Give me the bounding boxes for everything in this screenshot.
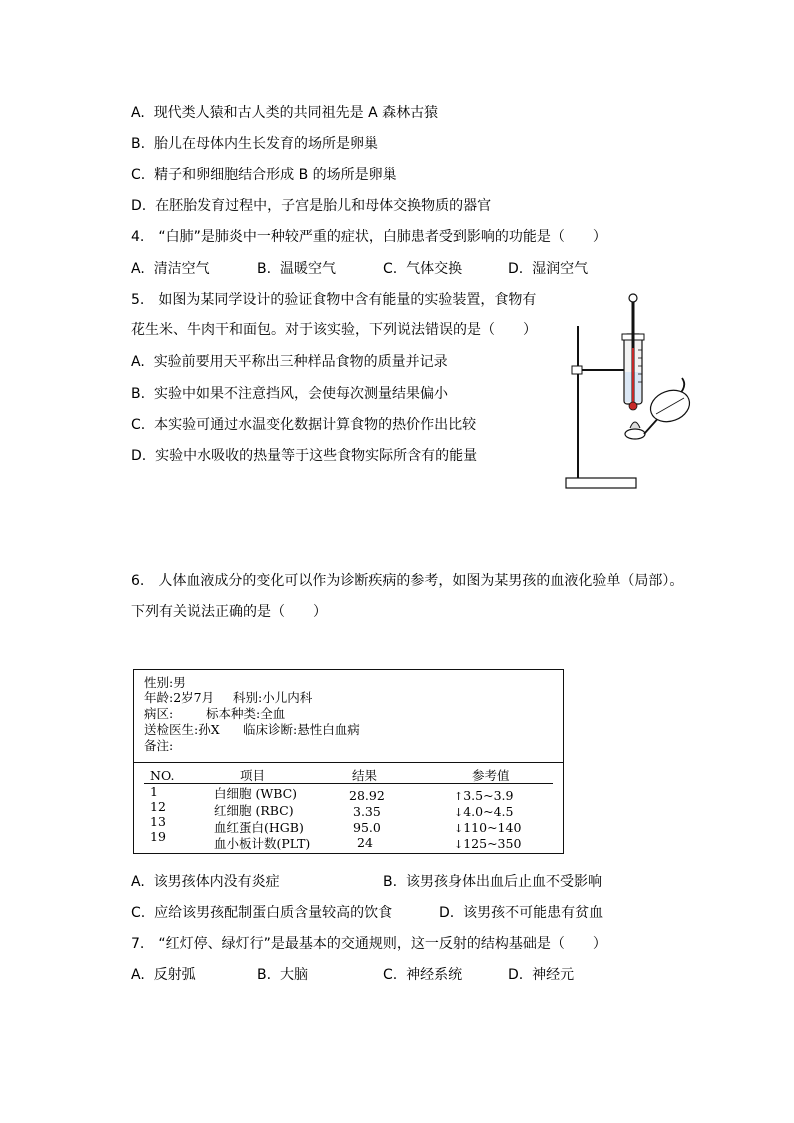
table-row-ref [454,836,521,852]
table-row-no: 1 [150,784,158,799]
header-underline [144,783,553,784]
option-text: 温暖空气 [279,261,336,277]
option-text: 实验前要用天平称出三种样品食物的质量并记录 [153,354,448,370]
option-label: C. [383,967,398,983]
option-text: 神经元 [532,967,575,983]
q6-option-a [131,872,280,892]
table-row-ref [454,820,521,836]
option-text: 大脑 [279,967,308,983]
option-text: 反射弧 [153,967,196,983]
option-label: B. [383,874,398,890]
blood-test-report [133,669,564,854]
table-row-ref [454,788,513,804]
q3-option-d [131,196,491,216]
option-text: 该男孩体内没有炎症 [153,874,280,890]
option-text: 该男孩身体出血后止血不受影响 [405,874,602,890]
option-text: 实验中水吸收的热量等于这些食物实际所含有的能量 [155,448,478,464]
q5-stem-line2: 花生米、牛肉干和面包。对于该实验，下列说法错误的是（ ） [131,322,537,338]
option-label: C. [131,417,146,433]
stand-base [566,478,636,488]
q5-stem-line1: 5. 如图为某同学设计的验证食物中含有能量的实验装置，食物有 [131,292,537,308]
table-row-result: 28.92 [349,788,385,803]
q6-option-d [439,903,603,923]
ref-range: 3.5~3.9 [463,788,514,803]
option-label: A. [131,261,145,277]
q7-option-c [383,965,462,985]
report-gender: 性别:男 [144,675,186,690]
q5-option-b [131,384,448,404]
q7-option-b [257,965,308,985]
table-row-item: 红细胞 (RBC) [214,803,294,818]
table-row-result: 3.35 [353,804,381,819]
ref-range: 125~350 [463,836,522,851]
option-label: A. [131,105,145,121]
q4-option-c [383,259,462,279]
q3-option-b [131,134,378,154]
down-arrow-icon: ↓ [454,822,464,835]
option-label: A. [131,874,145,890]
q6-stem-line1: 6. 人体血液成分的变化可以作为诊断疾病的参考，如图为某男孩的血液化验单（局部）。 [131,573,684,589]
option-text: 神经系统 [406,967,463,983]
option-text: 在胚胎发育过程中，子宫是胎儿和母体交换物质的器官 [155,198,492,214]
q4-option-a [131,259,210,279]
q6-option-b [383,872,602,892]
table-row-result: 24 [357,835,373,850]
option-text: 该男孩不可能患有贫血 [463,905,604,921]
option-label: B. [257,261,272,277]
header-result: 结果 [352,768,378,783]
q4-option-b [257,259,336,279]
option-label: C. [383,261,398,277]
option-label: A. [131,354,145,370]
option-label: B. [131,386,146,402]
thermometer-top [629,294,637,302]
report-sample: 标本种类:全血 [206,706,286,721]
table-row-no: 19 [150,829,166,844]
option-label: D. [508,261,524,277]
q7-stem: 7. “红灯停、绿灯行”是最基本的交通规则，这一反射的结构基础是（ ） [131,936,607,952]
option-label: D. [131,448,147,464]
q7-option-a [131,965,196,985]
food-sample [625,429,645,439]
table-row-ref [454,804,513,820]
option-label: D. [131,198,147,214]
ref-range: 4.0~4.5 [463,804,514,819]
option-text: 胎儿在母体内生长发育的场所是卵巢 [153,136,378,152]
report-dept: 科别:小儿内科 [233,690,313,705]
down-arrow-icon: ↓ [454,838,464,851]
q5-option-c [131,415,476,435]
option-label: D. [439,905,455,921]
table-row-item: 血小板计数(PLT) [214,836,311,851]
option-text: 实验中如果不注意挡风，会使每次测量结果偏小 [153,386,448,402]
option-text: 气体交换 [406,261,463,277]
up-arrow-icon: ↑ [454,790,464,803]
table-row-result: 95.0 [353,820,381,835]
option-label: D. [508,967,524,983]
q4-option-d [508,259,588,279]
option-text: 本实验可通过水温变化数据计算食物的热价作出比较 [154,417,477,433]
option-text: 清洁空气 [153,261,210,277]
q6-stem-line2: 下列有关说法正确的是（ ） [131,604,327,620]
down-arrow-icon: ↓ [454,806,464,819]
option-label: B. [257,967,272,983]
q4-stem: 4. “白肺”是肺炎中一种较严重的症状，白肺患者受到影响的功能是（ ） [131,229,607,245]
q5-option-d [131,446,477,466]
report-age: 年龄:2岁7月 [144,690,215,705]
food-energy-apparatus-illustration [560,288,700,493]
q3-option-c [131,165,397,185]
report-doctor: 送检医生:孙X [144,722,220,737]
ref-range: 110~140 [463,820,522,835]
report-diagnosis: 临床诊断:悬性白血病 [243,722,360,737]
q3-option-a [131,103,438,123]
report-ward: 病区: [144,706,174,721]
thermometer-bulb [629,402,637,410]
q5-option-a [131,352,448,372]
option-label: A. [131,967,145,983]
header-ref: 参考值 [472,768,510,783]
q7-option-d [508,965,574,985]
flame [630,422,640,428]
table-row-item: 白细胞 (WBC) [214,786,298,801]
option-label: C. [131,905,146,921]
header-no: NO. [150,768,175,783]
table-row-item: 血红蛋白(HGB) [214,820,304,835]
option-text: 应给该男孩配制蛋白质含量较高的饮食 [154,905,393,921]
option-text: 现代类人猿和古人类的共同祖先是 A 森林古猿 [153,105,439,121]
header-item: 项目 [240,768,266,783]
option-label: B. [131,136,146,152]
clamp-boss [572,366,582,374]
option-text: 湿润空气 [532,261,589,277]
option-label: C. [131,167,146,183]
report-divider [134,762,563,763]
report-remark: 备注: [144,738,174,753]
q6-option-c [131,903,392,923]
table-row-no: 13 [150,814,166,829]
table-row-no: 12 [150,799,166,814]
option-text: 精子和卵细胞结合形成 B 的场所是卵巢 [154,167,397,183]
